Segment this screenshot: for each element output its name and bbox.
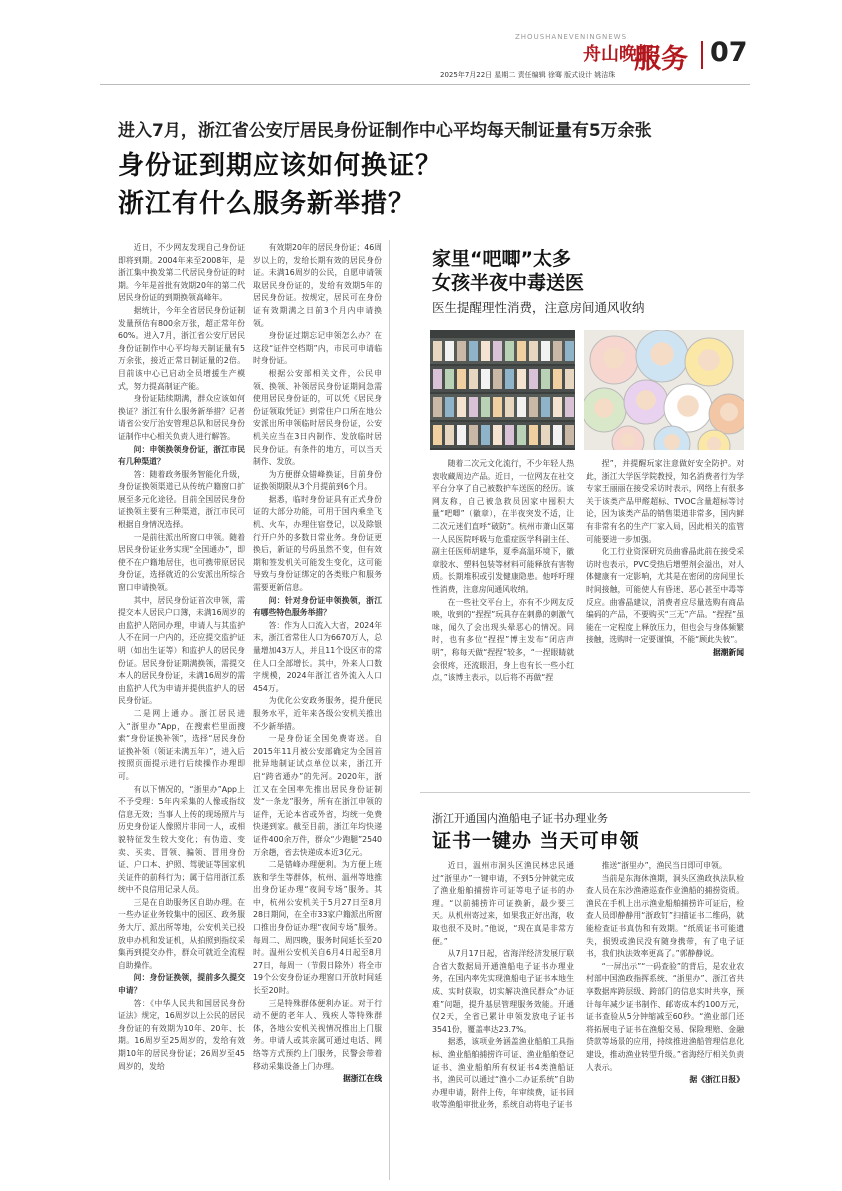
section-name: 服务: [634, 44, 688, 75]
badge-box: [445, 341, 454, 361]
article3-column-2: [586, 860, 744, 1180]
main-article-column-1: [118, 242, 245, 1182]
article2-title: 女孩半夜中毒送医: [432, 272, 585, 294]
badge-box: [481, 341, 490, 361]
question-paragraph: 问：申领换领身份证，浙江市民有几种渠道？: [118, 444, 245, 467]
badge-box: [517, 341, 526, 361]
paragraph: 一是前往派出所窗口申领。随着居民身份证业务实现“全国通办”，即使不在户籍地居住，也可携带原居民身份证，选择就近的公安派出所综合窗口申请换领。: [118, 532, 245, 593]
badge-character: [677, 395, 699, 417]
paragraph: 捏”，并提醒玩家注意做好安全防护。对此，浙江大学医学院教授，知名消费者行为学专家王丽丽在接受采访时表示，网络上有很多关于该类产品甲醛超标、TVOC含量超标等讨论，因为该类产品的销售渠道非常多，国内鲜有非常有名的生产厂家入局，因此相关的监管可能要进一步加强。: [586, 459, 744, 544]
badge-box: [493, 425, 502, 445]
paragraph: 三是在自助服务区自助办理。在一些办证业务较集中的园区、政务服务大厅、派出所等地，公安机关已投放申办机和发证机，从拍照到指纹采集再到提交办件，群众可就近全流程自助操作。: [118, 897, 245, 970]
article3-kicker: 浙江开通国内渔船电子证书办理业务: [432, 812, 608, 825]
article-separator: [420, 792, 750, 793]
badge-box: [505, 369, 514, 389]
source-credit: 据浙江在线: [343, 1074, 382, 1084]
badge-box: [553, 397, 562, 417]
badge-box: [469, 397, 478, 417]
badge-box: [565, 425, 574, 445]
paragraph: 化工行业资深研究员曲睿晶此前在接受采访时也表示，PVC受热后增塑剂会溢出，对人体健康有一定影响，尤其是在密闭的房间里长时间接触，可能使人有昏迷、恶心甚至中毒等反应。曲睿晶建议，消费者应尽量选购有商品编码的产品，不要购买“三无”产品。“捏捏”虽能在一定程度上释放压力，但也会与身体频繁接触，选购时一定要谨慎，不能“顾此失彼”。: [586, 547, 744, 645]
badge-box: [541, 397, 550, 417]
badge-box: [445, 397, 454, 417]
badge-box: [469, 425, 478, 445]
main-title-line1: 身份证到期应该如何换证？: [118, 151, 443, 181]
main-article-column-2: [253, 242, 382, 1182]
badge-box: [433, 341, 442, 361]
badge-box: [457, 341, 466, 361]
badge-box: [457, 425, 466, 445]
paragraph: “一屏出示”“一码查验”的背后，是农业农村部中国渔政指挥系统、“浙里办”、浙江省共享数据库跨层级、跨部门的信息实时共享，预计每年减少证书制作、邮寄成本约100万元，证书查验从5分钟缩减至60秒。“渔业部门还将拓展电子证书在渔船交易、保险理赔、金融贷款等场景的应用，持续推进渔船管理信息化建设，推动渔业转型升级。”省海经厅相关负责人表示。: [586, 961, 744, 1072]
badge-box: [445, 369, 454, 389]
article2-kicker: 家里“吧唧”太多: [432, 248, 571, 270]
badge-box: [505, 397, 514, 417]
article2-column-1: [432, 458, 574, 778]
paragraph: 答：随着政务服务智能化升级，身份证换领渠道已从传统户籍窗口扩展至多元化途径。目前全国居民身份证换领主要有三种渠道，浙江市民可根据自身情况选择。: [118, 469, 245, 530]
question-paragraph: 问：针对身份证申领换领，浙江有哪些特色服务举措？: [253, 595, 382, 618]
badge-box: [529, 341, 538, 361]
paragraph: 根据公安部相关文件，公民申领、换领、补领居民身份证期间急需使用居民身份证的，可以凭《居民身份证领取凭证》到常住户口所在地公安派出所申领临时居民身份证，公安机关应当在3日内制作、发放临时居民身份证。有条件的地方，可以当天制作、发放。: [253, 368, 382, 467]
badge-box: [517, 425, 526, 445]
column-separator: [389, 240, 390, 1180]
badge-box: [493, 397, 502, 417]
article3-title: 证书一键办 当天可申领: [432, 830, 640, 852]
main-title-line2: 浙江有什么服务新举措？: [118, 189, 416, 219]
paragraph: 身份证陆续期满，群众应该如何换证？浙江有什么服务新举措？记者请省公安厅治安管理总队和居民身份证制作中心相关负责人进行解答。: [118, 394, 245, 441]
badge-character: [720, 403, 738, 421]
badge-box: [541, 425, 550, 445]
article2-column-2: [586, 458, 744, 778]
paragraph: 一是身份证全国免费寄送。自2015年11月被公安部确定为全国首批异地制证试点单位以来，浙江开启“跨省通办”的先河。2020年，浙江又在全国率先推出居民身份证制发“一条龙”服务，所有在浙江申领的证件，无论本省或外省，均统一免费快递到家。截至目前，浙江年均快递证件400余万件，群众“少跑腿”2540万余趟，省去快递成本近3亿元。: [253, 734, 382, 857]
paragraph: 答：作为人口流入大省，2024年末，浙江省常住人口为6670万人，总量增加43万人，并且11个设区市的常住人口全部增长。其中，外来人口数字规模，2024年浙江省外流入人口454万。: [253, 620, 382, 693]
badge-box: [553, 369, 562, 389]
paragraph: 二是错峰办理便利。为方便上班族和学生等群体，杭州、温州等地推出身份证办理“夜间专场”服务。其中，杭州公安机关于5月27日至8月28日期间，在全市33家户籍派出所窗口推出身份证办理“夜间专场”服务。每周二、周四晚，服务时间延长至20时。温州公安机关自6月4日起至8月27日，每周一（节假日除外）将全市19个公安身份证办理窗口开放时间延长至20时。: [253, 860, 382, 996]
paragraph: 据统计，今年全省居民身份证制发量预估有800余万张，超正常年份60%。进入7月，浙江省公安厅居民身份证制作中心平均每天制证量有5万余张，接近正常日制证量的2倍。目前该中心已启动全员增援生产模式，努力提高制证产能。: [118, 305, 245, 391]
paragraph: 在一些社交平台上，亦有不少网友反映，收到的“捏捏”玩具存在刺鼻的刺激气味，闻久了会出现头晕恶心的情况。同时，也有多位“捏捏”博主发布“闭店声明”，称每天做“捏捏”较多，“一捏眼睛就会很疼，还流眼泪，身上也有长一些小红点，”该博主表示，以后将不再做“捏: [432, 597, 574, 683]
paragraph: 据悉，临时身份证具有正式身份证的大部分功能，可用于国内乘坐飞机、火车，办理住宿登记，以及除银行开户外的多数日常业务。身份证更换后，新证的号码虽然不变，但有效期和签发机关可能发生变化，这可能导致与身份证绑定的各类账户和服务需要更新信息。: [253, 494, 382, 593]
article2-subtitle: 医生提醒理性消费，注意房间通风收纳: [432, 300, 645, 315]
paragraph: 三是特殊群体便利办证。对于行动不便的老年人、残疾人等特殊群体，各地公安机关视情况推出上门服务。申请人或其亲属可通过电话、网络等方式预约上门服务，民警会带着移动采集设备上门办理。: [253, 998, 382, 1071]
badge-character: [594, 398, 614, 418]
header-divider: [701, 41, 703, 69]
question-paragraph: 问：身份证换领，提前多久提交申请？: [118, 973, 245, 996]
badge-box: [529, 397, 538, 417]
badge-box: [541, 369, 550, 389]
badge-box: [517, 369, 526, 389]
badge-box: [469, 369, 478, 389]
badge-character: [621, 433, 635, 447]
badge-character: [698, 349, 720, 371]
paragraph: 有以下情况的，“浙里办”App上不予受理：5年内采集的人像或指纹信息无效；当事人上传的现场照片与历史身份证人像照片非同一人，或相貌特征发生较大变化；有伪造、变卖、买卖、冒领、骗领、冒用身份证、户口本、护照、驾驶证等国家机关证件的前科行为；属于信用浙江系统中不良信用记录人员。: [118, 784, 245, 895]
paragraph: 近日，不少网友发现自己身份证即将到期。2004年来至2008年，是浙江集中换发第二代居民身份证的时期。今年是首批有效期20年的第二代居民身份证的到期换领高峰年。: [118, 243, 245, 303]
source-credit: 据《浙江日报》: [689, 1075, 744, 1085]
badge-box: [505, 341, 514, 361]
paragraph: 从7月17日起，省海洋经济发展厅联合省大数据局开通渔船电子证书办理业务，在国内率先实现渔船电子证书本地生成、实时获取，切实解决渔民群众“办证难”问题，提升基层管理服务效能。开通仅2天，全省已累计申领发放电子证书3541份，覆盖率达23.7%。: [432, 949, 574, 1034]
paragraph: 推送“浙里办”，渔民当日即可申领。: [601, 861, 727, 870]
badge-box: [445, 425, 454, 445]
badge-box: [529, 425, 538, 445]
paragraph: 随着二次元文化流行，不少年轻人热衷收藏周边产品。近日，一位网友在社交平台分享了自己被数护车送医的经历。该网友称，自己被急救员因家中囤积大量“吧唧”（徽章），在半夜突发不适，让二次元迷们直呼“破防”。杭州市萧山区第一人民医院呼吸与危重症医学科副主任、副主任医师胡建华，夏季高温环境下，徽章胶水、塑料包装等材料可能释放有害物质。长期堆积或引发健康隐患。他呼吁理性消费，注意房间通风收纳。: [432, 459, 574, 594]
badge-box: [481, 425, 490, 445]
badge-character: [636, 390, 656, 410]
paragraph: 据悉，该项业务涵盖渔业船舶工具指标、渔业船舶捕捞许可证、渔业船舶登记证书、渔业船舶所有权证书4类渔船证书，渔民可以通过“渔小二办证系统”自助办理申请，附件上传，年审续费，证书回收等渔船审批业务，系统自动将电子证书: [432, 1037, 574, 1110]
paragraph: 为方便群众错峰换证，目前身份证换领期限从3个月提前到6个月。: [253, 469, 382, 492]
badge-box: [529, 369, 538, 389]
badge-box: [565, 397, 574, 417]
main-kicker: 进入7月，浙江省公安厅居民身份证制作中心平均每天制证量有5万余张: [118, 121, 652, 141]
badge-box: [553, 425, 562, 445]
badge-character: [603, 347, 625, 369]
badge-box: [541, 341, 550, 361]
badge-pins-photo: [584, 330, 744, 450]
badge-box: [493, 369, 502, 389]
paragraph: 为优化公安政务服务，提升便民服务水平，近年来各级公安机关推出不少新举措。: [253, 696, 382, 731]
header-rule: [100, 84, 750, 85]
badge-character: [664, 434, 680, 450]
article3-column-1: [432, 860, 574, 1180]
badge-box: [469, 341, 478, 361]
badge-box: [481, 397, 490, 417]
badge-box: [493, 341, 502, 361]
paragraph: 近日，温州市洞头区渔民林忠民通过“浙里办”一键申请，不到5分钟就完成了渔业船舶捕捞许可证等电子证书的办理。“以前捕捞许可证换新，最少要三天。从机州寄过来，如果我正好出海，收取也很不及时。”他说，“现在真是非常方便。”: [432, 861, 574, 946]
source-credit: 据潮新闻: [712, 647, 744, 657]
badge-box: [517, 397, 526, 417]
paragraph: 当前是东海休渔期，洞头区渔政执法队检查人员在东沙渔港巡查作业渔船的捕捞资质。渔民在手机上出示渔业船舶捕捞许可证后，检查人员即静静用“浙政钉”扫描证书二维码，就能检查证书真伪和有效期。“纸质证书可能遗失，损毁或渔民没有随身携带，有了电子证书，我们执法效率更高了。”郭静静说。: [586, 873, 744, 959]
badge-box: [553, 341, 562, 361]
badge-box: [457, 397, 466, 417]
masthead-site-name: ZHOUSHANEVENINGNEWS: [515, 33, 628, 41]
newspaper-logo: 舟山晚报: [583, 44, 655, 65]
page-number: 07: [710, 37, 748, 68]
badge-box: [565, 369, 574, 389]
badge-box: [433, 397, 442, 417]
issue-meta: 2025年7月22日 星期二 责任编辑 徐骞 版式设计 姚洁珠: [440, 71, 616, 79]
badge-character: [650, 342, 673, 365]
badge-shelf-photo: [430, 330, 575, 450]
paragraph: 答：《中华人民共和国居民身份证法》规定，16周岁以上公民的居民身份证的有效期为10年、20年、长期。16周岁至25周岁的，发给有效期10年的居民身份证；26周岁至45周岁的，发给: [118, 998, 245, 1071]
badge-box: [565, 341, 574, 361]
paragraph: 其中，居民身份证首次申领，需提交本人居民户口簿，未满16周岁的由监护人陪同办理，申请人与其监护人不在同一户内的，还应提交监护证明（如出生证等）和监护人的居民身份证。居民身份证期满换领，需提交本人的居民身份证，未满16周岁的需由监护人代为申请并提供监护人的居民身份证。: [118, 595, 245, 706]
paragraph: 二是网上通办。浙江居民进入“浙里办”App，在搜索栏里面搜索“身份证换补领”，选择“居民身份证换补领（领证未满五年）”，进入后按照页面提示进行后续操作办理即可。: [118, 708, 245, 781]
badge-box: [433, 369, 442, 389]
badge-box: [433, 425, 442, 445]
badge-box: [457, 369, 466, 389]
paragraph: 身份证过期忘记申领怎么办？在这段“证件空档期”内，市民可申请临时身份证。: [253, 331, 382, 366]
badge-box: [505, 425, 514, 445]
badge-box: [481, 369, 490, 389]
paragraph: 有效期20年的居民身份证；46周岁以上的，发给长期有效的居民身份证。未满16周岁的公民，自愿申请领取居民身份证的，发给有效期5年的居民身份证。按规定，居民可在身份证有效期满之日前3个月内申请换领。: [253, 243, 382, 328]
